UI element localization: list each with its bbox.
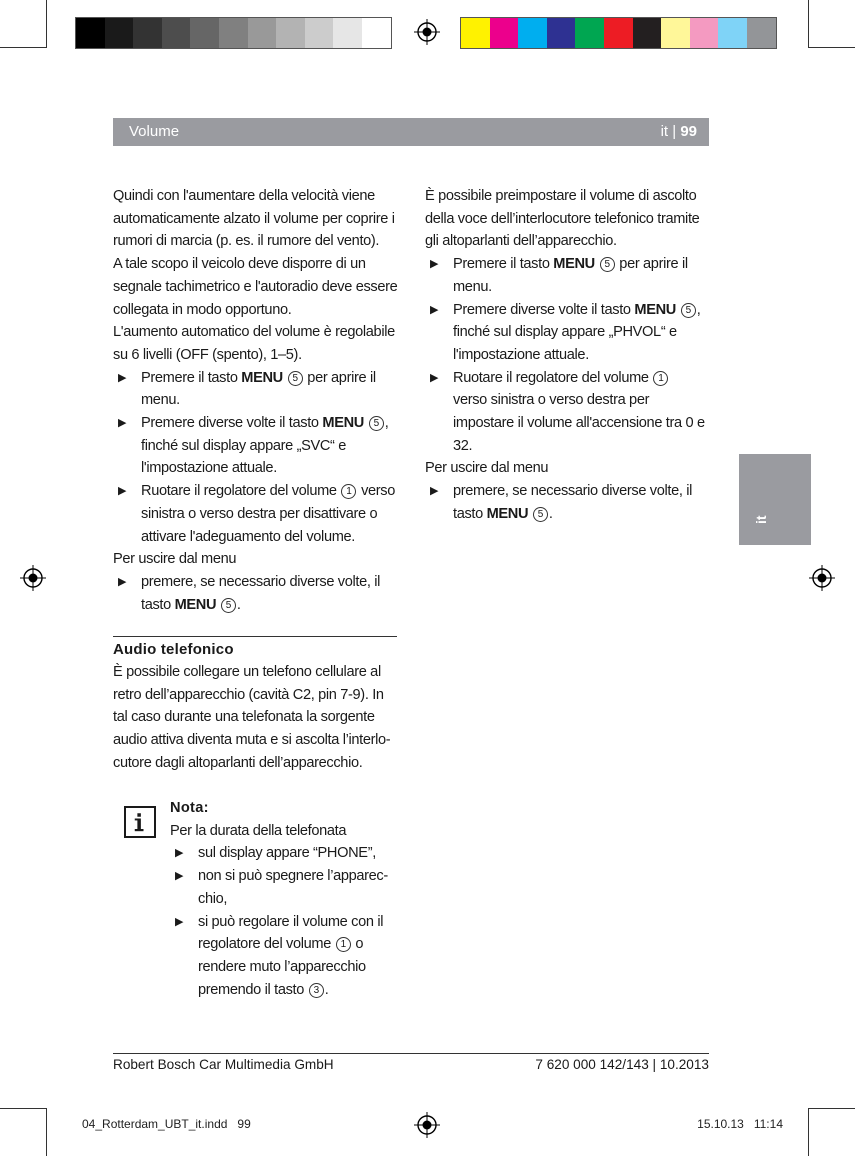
- page-number: it | 99: [660, 123, 697, 140]
- bullet-arrow-icon: ▶: [430, 371, 439, 384]
- bullet-arrow-icon: ▶: [175, 915, 184, 928]
- crop-mark: [808, 0, 809, 47]
- list-item: ▶ Ruotare il regolatore del volume 1 verso sinistra o verso destra per disattivare o attivare l'adeguamento del volume.: [113, 480, 399, 548]
- color-swatch: [190, 18, 219, 48]
- color-swatch: [162, 18, 191, 48]
- list-item: ▶ Premere il tasto MENU 5 per aprire il menu.: [425, 253, 707, 298]
- bullet-arrow-icon: ▶: [118, 417, 127, 430]
- color-swatch: [461, 18, 490, 48]
- list-item: ▶ Ruotare il regolatore del volume 1 verso sinistra o verso destra per impostare il volume all'accensione tra 0 e 32.: [425, 367, 707, 458]
- color-swatch: [575, 18, 604, 48]
- color-swatch: [518, 18, 547, 48]
- bullet-arrow-icon: ▶: [118, 575, 127, 588]
- color-swatch: [305, 18, 334, 48]
- list-item: ▶ premere, se necessario diverse volte, il tasto MENU 5 .: [425, 480, 707, 525]
- crop-mark: [0, 47, 47, 48]
- slug-filename: 04_Rotterdam_UBT_it.indd 99: [82, 1117, 251, 1131]
- note-box: Nota: Per la durata della telefonata ▶ sul display appare “PHONE”, ▶ non si può spegnere l’apparec-chio, ▶ si può regolare il volume con il regolatore del volume 1 o rendere muto l’apparecchio premendo il tasto 3 .: [170, 797, 398, 1001]
- registration-mark-icon: [20, 565, 46, 591]
- color-swatch: [633, 18, 662, 48]
- crop-mark: [808, 1108, 809, 1156]
- color-swatch: [219, 18, 248, 48]
- bullet-arrow-icon: ▶: [430, 258, 439, 271]
- list-item: ▶ non si può spegnere l’apparec-chio,: [170, 865, 398, 910]
- footer-docnum: 7 620 000 142/143 | 10.2013: [535, 1057, 709, 1072]
- color-swatch: [133, 18, 162, 48]
- list-item: ▶ si può regolare il volume con il regolatore del volume 1 o rendere muto l’apparecchio premendo il tasto 3 .: [170, 911, 398, 1002]
- list-item: ▶ premere, se necessario diverse volte, il tasto MENU 5 .: [113, 571, 399, 616]
- language-tab: it: [739, 454, 811, 545]
- list-item: ▶ sul display appare “PHONE”,: [170, 842, 398, 865]
- bullet-arrow-icon: ▶: [118, 485, 127, 498]
- left-column: [113, 185, 399, 616]
- color-swatch: [747, 18, 776, 48]
- bullet-arrow-icon: ▶: [118, 371, 127, 384]
- registration-mark-icon: [414, 19, 440, 45]
- color-calibration-bar: [460, 17, 777, 49]
- audio-body: È possibile collegare un telefono cellulare al retro dell’apparecchio (cavità C2, pin 7-9). In tal caso durante una telefonata la sorgente audio attiva diventa muta e si ascolta l’interlo-cutore dagli altoparlanti dell’apparecchio.: [113, 664, 391, 771]
- slug-date: 15.10.13 11:14: [697, 1117, 783, 1131]
- crop-mark: [808, 1108, 855, 1109]
- list-item: ▶ Premere diverse volte il tasto MENU 5 , finché sul display appare „PHVOL“ e l'impostazione attuale.: [425, 299, 707, 367]
- color-swatch: [276, 18, 305, 48]
- section-title: Volume: [129, 123, 180, 140]
- bullet-arrow-icon: ▶: [175, 847, 184, 860]
- paragraph: Per uscire dal menu: [425, 460, 549, 477]
- crop-mark: [808, 47, 855, 48]
- crop-mark: [0, 1108, 47, 1109]
- color-swatch: [718, 18, 747, 48]
- footer-rule: [113, 1053, 709, 1054]
- list-item: ▶ Premere il tasto MENU 5 per aprire il menu.: [113, 367, 399, 412]
- gray-calibration-bar: [75, 17, 392, 49]
- bullet-arrow-icon: ▶: [175, 870, 184, 883]
- paragraph: A tale scopo il veicolo deve disporre di un segnale tachimetrico e l'autoradio deve essere collegata in modo opportuno.: [113, 256, 398, 318]
- paragraph: Per uscire dal menu: [113, 551, 237, 568]
- color-swatch: [604, 18, 633, 48]
- color-swatch: [547, 18, 576, 48]
- note-title: Nota:: [170, 800, 209, 816]
- color-swatch: [76, 18, 105, 48]
- paragraph: Quindi con l'aumentare della velocità viene automaticamente alzato il volume per coprire i rumori di marcia (p. es. il rumore del vento).: [113, 188, 395, 250]
- paragraph: È possibile preimpostare il volume di ascolto della voce dell’interlocutore telefonico tramite gli altoparlanti dell’apparecchio.: [425, 188, 700, 250]
- crop-mark: [46, 1108, 47, 1156]
- color-swatch: [333, 18, 362, 48]
- bullet-arrow-icon: ▶: [430, 303, 439, 316]
- color-swatch: [661, 18, 690, 48]
- info-icon: [124, 806, 156, 838]
- crop-mark: [46, 0, 47, 47]
- section-heading: Audio telefonico: [113, 641, 234, 658]
- footer-company: Robert Bosch Car Multimedia GmbH: [113, 1057, 334, 1072]
- color-swatch: [362, 18, 391, 48]
- bullet-arrow-icon: ▶: [430, 485, 439, 498]
- right-column: [425, 185, 707, 526]
- page-header: [113, 118, 709, 146]
- paragraph: L'aumento automatico del volume è regolabile su 6 livelli (OFF (spento), 1–5).: [113, 324, 395, 363]
- list-item: ▶ Premere diverse volte il tasto MENU 5 , finché sul display appare „SVC“ e l'impostazione attuale.: [113, 412, 399, 480]
- registration-mark-icon: [809, 565, 835, 591]
- section-divider: [113, 636, 397, 637]
- color-swatch: [105, 18, 134, 48]
- color-swatch: [248, 18, 277, 48]
- color-swatch: [690, 18, 719, 48]
- registration-mark-icon: [414, 1112, 440, 1138]
- color-swatch: [490, 18, 519, 48]
